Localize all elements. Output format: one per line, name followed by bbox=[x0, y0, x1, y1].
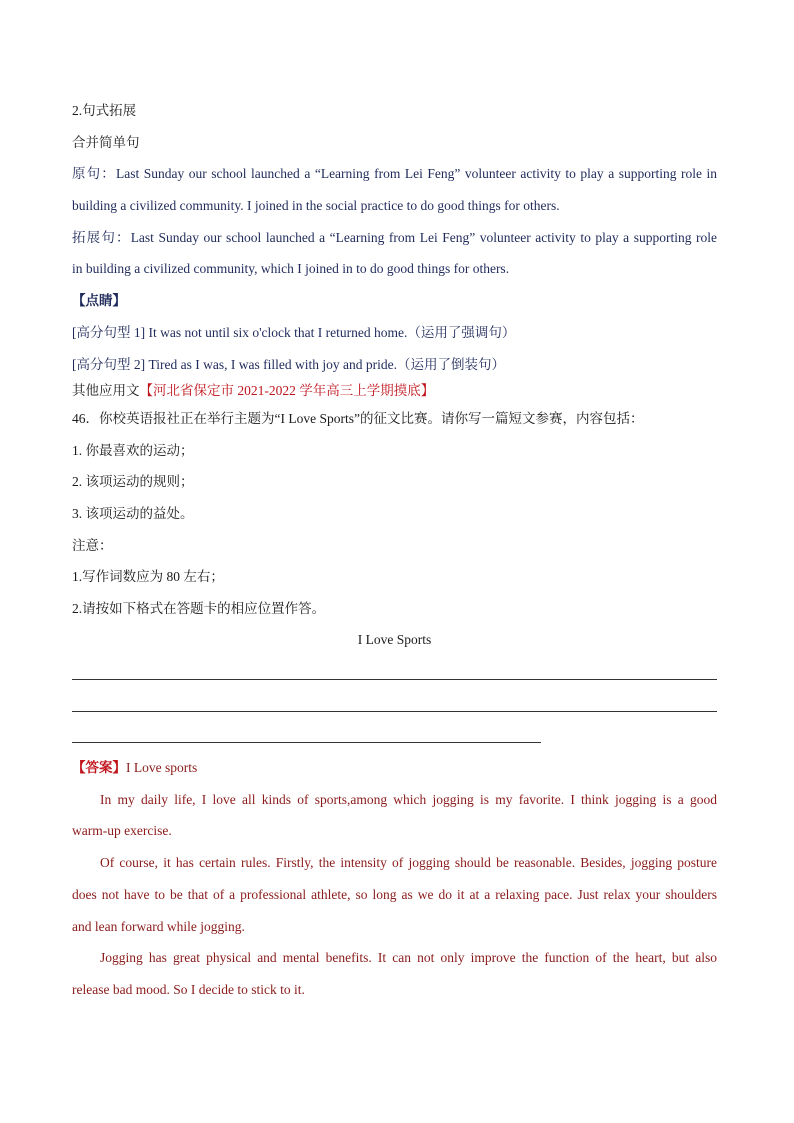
answer-line-p1-1: In my daily life, I love all kinds of sports,among which jogging is my favorite. I think jogging is a good bbox=[100, 792, 717, 807]
question-point-1: 1. 你最喜欢的运动； bbox=[72, 443, 194, 458]
answer-label: 【答案】 bbox=[72, 760, 126, 775]
question-point-3: 3. 该项运动的益处。 bbox=[72, 506, 194, 521]
extended-label: 拓展句： bbox=[72, 230, 131, 245]
note-label: 注意： bbox=[72, 538, 113, 553]
other-prefix: 其他应用文 bbox=[72, 383, 140, 398]
original-sentence-line-1 bbox=[72, 165, 717, 183]
question-point-2: 2. 该项运动的规则； bbox=[72, 474, 194, 489]
answer-line-p1-2: warm-up exercise. bbox=[72, 823, 172, 838]
note-1: 1.写作词数应为 80 左右； bbox=[72, 569, 224, 584]
answer-line-1 bbox=[72, 679, 717, 680]
highlight-item-2: [高分句型 2] Tired as I was, I was filled with joy and pride.（运用了倒装句） bbox=[72, 357, 505, 372]
answer-line-2 bbox=[72, 711, 717, 712]
original-sentence-line-2: building a civilized community. I joined in the social practice to do good things for others. bbox=[72, 198, 560, 213]
other-application-line bbox=[72, 382, 434, 400]
extended-sentence-line-2: in building a civilized community, which I joined in to do good things for others. bbox=[72, 261, 510, 276]
highlight-label: 【点睛】 bbox=[72, 293, 126, 308]
source-tag: 【河北省保定市 2021-2022 学年高三上学期摸底】 bbox=[139, 383, 435, 398]
answer-line-p2-3: and lean forward while jogging. bbox=[72, 919, 245, 934]
answer-line-p2-2: does not have to be that of a professional athlete, so long as we do it at a relaxing pace. Just relax your shoulders bbox=[72, 887, 717, 902]
answer-line-p3-2: release bad mood. So I decide to stick to it. bbox=[72, 982, 305, 997]
highlight-item-1: [高分句型 1] It was not until six o'clock that I returned home.（运用了强调句） bbox=[72, 325, 516, 340]
section-subheading: 合并简单句 bbox=[72, 135, 140, 150]
section-heading: 2.句式拓展 bbox=[72, 103, 137, 118]
extended-text-1: Last Sunday our school launched a “Learning from Lei Feng” volunteer activity to play a supporting role bbox=[130, 230, 717, 245]
extended-sentence-line-1 bbox=[72, 229, 717, 247]
note-2: 2.请按如下格式在答题卡的相应位置作答。 bbox=[72, 601, 326, 616]
answer-line-p2-1: Of course, it has certain rules. Firstly, the intensity of jogging should be reasonable. Besides, jogging posture bbox=[100, 855, 717, 870]
question-prompt: 46．你校英语报社正在举行主题为“I Love Sports”的征文比赛。请你写一篇短文参赛，内容包括： bbox=[72, 411, 644, 426]
original-text-1: Last Sunday our school launched a “Learning from Lei Feng” volunteer activity to play a supporting role in bbox=[115, 166, 718, 181]
original-label: 原句： bbox=[72, 166, 116, 181]
answer-line-p3-1: Jogging has great physical and mental benefits. It can not only improve the function of the heart, but also bbox=[100, 950, 717, 965]
answer-title: I Love sports bbox=[126, 760, 198, 775]
answer-line-3 bbox=[72, 742, 541, 743]
answer-header bbox=[72, 759, 197, 777]
essay-title: I Love Sports bbox=[357, 632, 432, 647]
